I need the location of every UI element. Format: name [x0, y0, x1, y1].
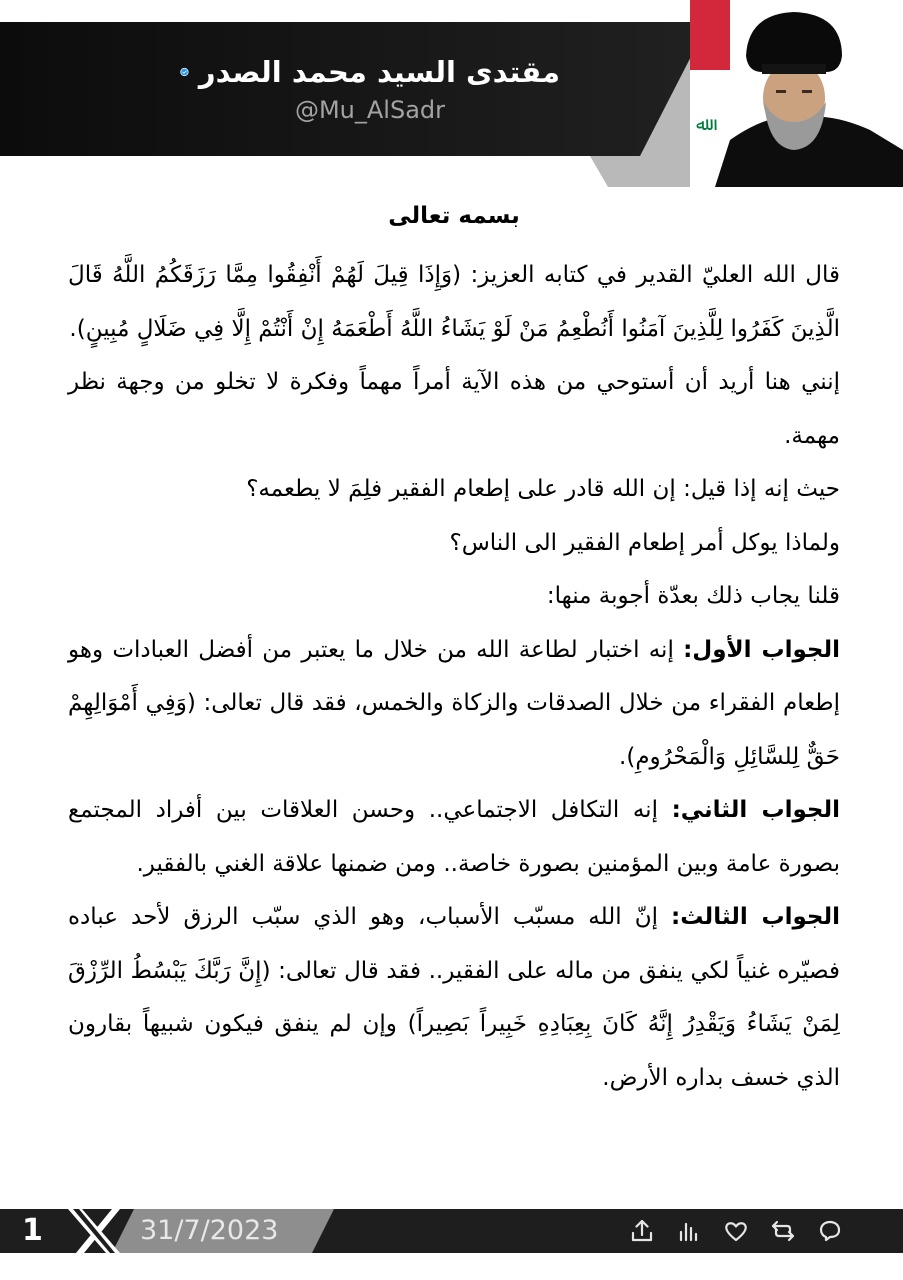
paragraph-answer-1 [68, 624, 840, 785]
account-name-row [180, 52, 560, 92]
answer-2-label: الجواب الثاني: [671, 797, 841, 823]
profile-photo [690, 0, 903, 187]
action-bar [629, 1216, 843, 1246]
post-footer [0, 1209, 903, 1253]
post-title: بسمه تعالى [388, 203, 520, 229]
account-handle[interactable]: @Mu_AlSadr [294, 96, 446, 124]
answer-2-text: إنه التكافل الاجتماعي.. وحسن العلاقات بين أفراد المجتمع بصورة عامة وبين المؤمنين بصورة خاصة.. ومن ضمنها علاقة الغني بالفقير. [68, 797, 840, 877]
like-icon[interactable] [723, 1218, 749, 1244]
answer-1-label: الجواب الأول: [683, 636, 840, 663]
account-name: مقتدى السيد محمد الصدر [198, 55, 560, 89]
paragraph-question-2: ولماذا يوكل أمر إطعام الفقير الى الناس؟ [449, 529, 840, 556]
paragraph-verse: قال الله العليّ القدير في كتابه العزيز: (وَإِذَا قِيلَ لَهُمْ أَنْفِقُوا مِمَّا رَزَقَكُمُ اللَّهُ قَالَ الَّذِينَ كَفَرُوا لِلَّذِينَ آمَنُوا أَنُطْعِمُ مَنْ لَوْ يَشَاءُ اللَّهُ أَطْعَمَهُ إِنْ أَنْتُمْ إِلَّا فِي ضَلَالٍ مُبِينٍ). [68, 262, 840, 342]
paragraph-answers-intro: قلنا يجاب ذلك بعدّة أجوبة منها: [546, 583, 840, 609]
answer-1-text: إنه اختبار لطاعة الله من خلال ما يعتبر من أفضل العبادات وهو إطعام الفقراء من خلال الصدقات والزكاة والخمس، فقد قال تعالى: (وَفِي أَمْوَالِهِمْ حَقٌّ لِلسَّائِلِ وَالْمَحْرُومِ). [68, 636, 840, 770]
answer-3-text: إنّ الله مسبّب الأسباب، وهو الذي سبّب الرزق لأحد عباده فصيّره غنياً لكي ينفق من ماله على الفقير.. فقد قال تعالى: (إِنَّ رَبَّكَ يَبْسُطُ الرِّزْقَ لِمَنْ يَشَاءُ وَيَقْدِرُ إِنَّهُ كَانَ بِعِبَادِهِ خَبِيراً بَصِيراً) وإن لم ينفق فيكون شبيهاً بقارون الذي خسف بداره الأرض. [68, 904, 840, 1091]
verified-badge-icon [180, 57, 189, 87]
views-icon[interactable] [676, 1218, 702, 1244]
paragraph-question-1: حيث إنه إذا قيل: إن الله قادر على إطعام الفقير فلِمَ لا يطعمه؟ [246, 476, 840, 502]
x-logo-icon [64, 1209, 124, 1253]
svg-text:ﷲ: ﷲ [696, 114, 707, 135]
paragraph-answer-2 [68, 784, 840, 891]
avatar [690, 0, 903, 187]
share-icon[interactable] [629, 1218, 655, 1244]
page-number: 1 [22, 1213, 43, 1248]
answer-3-label: الجواب الثالث: [671, 904, 840, 930]
post-body [68, 196, 840, 1105]
post-header [0, 0, 903, 190]
paragraph-answer-3 [68, 891, 840, 1105]
repost-icon[interactable] [770, 1218, 796, 1244]
paragraph-intro: إنني هنا أريد أن أستوحي من هذه الآية أمراً مهماً وفكرة لا تخلو من وجهة نظر مهمة. [68, 369, 840, 449]
reply-icon[interactable] [817, 1218, 843, 1244]
post-date: 31/7/2023 [140, 1215, 279, 1246]
